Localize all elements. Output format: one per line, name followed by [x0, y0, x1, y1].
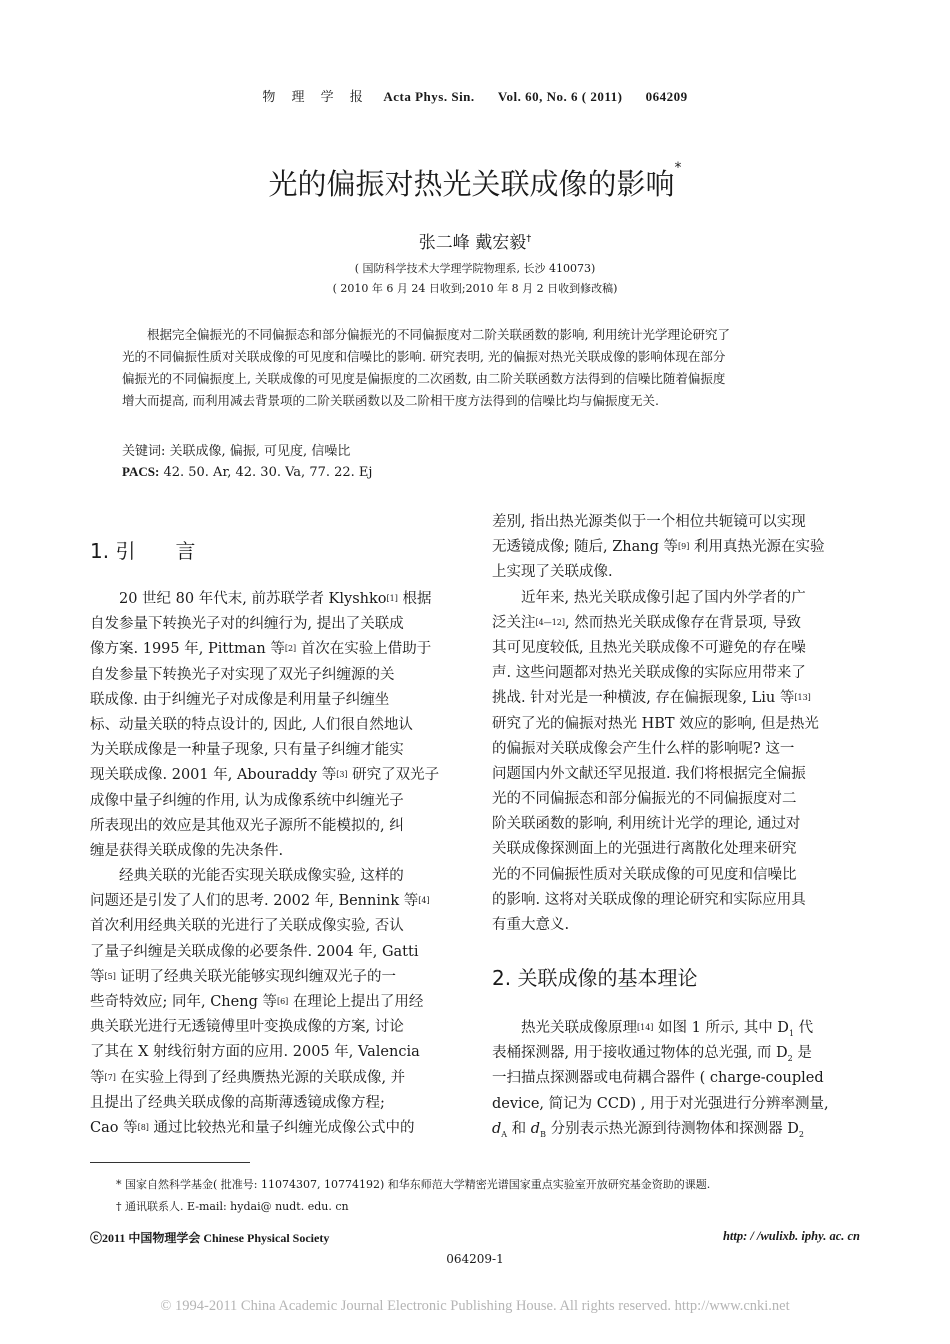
text-line: 所表现出的效应是其他双光子源所不能模拟的, 纠: [90, 817, 404, 834]
text-line: 典关联光进行无透镜傅里叶变换成像的方案, 讨论: [90, 1019, 404, 1036]
citation: [7]: [104, 1072, 116, 1082]
journal-name-en: Acta Phys. Sin.: [383, 89, 475, 104]
text-line: 标、动量关联的特点设计的, 因此, 人们很自然地认: [90, 716, 413, 733]
title-footnote-mark: *: [674, 160, 682, 176]
abstract: [122, 324, 832, 412]
text-line: 自发参量下转换光子对的纠缠行为, 提出了关联成: [90, 616, 404, 633]
cnki-watermark: © 1994-2011 China Academic Journal Electronic Publishing House. All rights reserved. http://www.cnki.net: [160, 1298, 790, 1314]
affiliation: ( 国防科学技术大学理学院物理系, 长沙 410073): [354, 262, 596, 275]
citation: [4—12]: [535, 617, 566, 627]
citation: [9]: [678, 542, 690, 552]
text-line: 20 世纪 80 年代末, 前苏联学者 Klyshko[1] 根据: [90, 591, 432, 607]
citation: [14]: [637, 1023, 654, 1032]
abstract-line: 增大而提高, 而利用减去背景项的二阶关联函数以及二阶相干度方法得到的信噪比均与偏振度无关.: [122, 393, 659, 408]
pacs-codes: PACS: 42. 50. Ar, 42. 30. Va, 77. 22. Ej: [122, 464, 373, 480]
authors: 张二峰 戴宏毅†: [418, 233, 532, 253]
journal-name-cn: 物 理 学 报: [262, 90, 369, 105]
text-line: 成像中量子纠缠的作用, 认为成像系统中纠缠光子: [90, 792, 404, 809]
section-2-heading: 2. 关联成像的基本理论: [492, 966, 698, 990]
abstract-line: 光的不同偏振性质对关联成像的可见度和信噪比的影响. 研究表明, 光的偏振对热光关联成像的影响体现在部分: [122, 349, 726, 364]
text-line: 首次利用经典关联的光进行了关联成像实验, 否认: [90, 918, 404, 935]
abstract-line: 偏振光的不同偏振度上, 关联成像的可见度是偏振度的二次函数, 由二阶关联函数方法得到的信噪比随着偏振度: [122, 371, 726, 386]
text-line: 近年来, 热光关联成像引起了国内外学者的广: [492, 589, 806, 606]
text-line: 关联成像探测面上的光强进行离散化处理来研究: [492, 841, 797, 858]
footnote-funding: * 国家自然科学基金( 批准号: 11074307, 10774192) 和华东师范大学精密光谱国家重点实验室开放研究基金资助的课题.: [116, 1178, 711, 1191]
citation: [2]: [284, 644, 297, 654]
text-line: 光的不同偏振态和部分偏振光的不同偏振度对二: [492, 791, 797, 808]
text-line: 热光关联成像原理[14] 如图 1 所示, 其中 $D_1$ 代: [492, 1020, 814, 1038]
citation: [6]: [276, 997, 289, 1006]
text-line: 光的不同偏振性质对关联成像的可见度和信噪比: [492, 866, 797, 883]
text-line: 阶关联函数的影响, 利用统计光学的理论, 通过对: [492, 816, 801, 833]
text-line: 挑战. 针对光是一种横波, 存在偏振现象, Liu 等[13]: [492, 690, 811, 707]
running-header: [0, 86, 950, 105]
keywords: 关键词: 关联成像, 偏振, 可见度, 信噪比: [122, 444, 351, 459]
text-line: 等[7] 在实验上得到了经典赝热光源的关联成像, 并: [90, 1069, 406, 1086]
footnote-contact: † 通讯联系人. E-mail: hydai@ nudt. edu. cn: [116, 1200, 349, 1213]
text-line: 一扫描点探测器或电荷耦合器件 ( charge-coupled: [492, 1070, 824, 1087]
text-line: 等[5] 证明了经典关联光能够实现纠缠双光子的一: [90, 968, 396, 985]
text-line: 经典关联的光能否实现关联成像实验, 这样的: [90, 868, 404, 885]
citation: [3]: [336, 770, 348, 780]
text-line: 为关联成像是一种量子现象, 只有量子纠缠才能实: [90, 742, 404, 759]
received-dates: ( 2010 年 6 月 24 日收到;2010 年 8 月 2 日收到修改稿): [332, 282, 618, 295]
page-number: 064209-1: [446, 1252, 504, 1266]
left-column: [90, 587, 460, 1141]
text-line: 无透镜成像; 随后, Zhang 等[9] 利用真热光源在实验: [492, 539, 825, 556]
text-line: 其可见度较低, 且热光关联成像不可避免的存在噪: [492, 639, 806, 656]
text-line: 且提出了经典关联成像的高斯薄透镜成像方程;: [90, 1094, 385, 1111]
text-line: 联成像. 由于纠缠光子对成像是利用量子纠缠坐: [90, 691, 390, 708]
text-line: 上实现了关联成像.: [492, 564, 613, 581]
text-line: 像方案. 1995 年, Pittman 等[2] 首次在实验上借助于: [90, 641, 432, 658]
volume-info: Vol. 60, No. 6 ( 2011): [497, 89, 623, 104]
text-line: 声. 这些问题都对热光关联成像的实际应用带来了: [492, 665, 806, 682]
text-line: 缠是获得关联成像的先决条件.: [90, 842, 284, 859]
citation: [4]: [418, 896, 430, 906]
right-column-bottom: [492, 1016, 862, 1142]
text-line: 有重大意义.: [492, 917, 570, 933]
text-line: 表桶探测器, 用于接收通过物体的总光强, 而 $D_2$ 是: [492, 1045, 812, 1064]
corresponding-author-mark: †: [526, 233, 532, 245]
article-number: 064209: [645, 89, 688, 104]
citation: [5]: [104, 971, 116, 981]
citation: [8]: [137, 1122, 149, 1132]
text-line: 的偏振对关联成像会产生什么样的影响呢? 这一: [492, 740, 795, 757]
text-line: 的影响. 这将对关联成像的理论研究和实际应用具: [492, 891, 806, 908]
text-line: 问题还是引发了人们的思考. 2002 年, Bennink 等[4]: [90, 893, 430, 910]
copyright: ⓒ2011 中国物理学会 Chinese Physical Society: [90, 1231, 330, 1245]
text-line: $d_A$ 和 $d_B$ 分别表示热光源到待测物体和探测器 $D_2$: [492, 1120, 804, 1139]
text-line: 研究了光的偏振对热光 HBT 效应的影响, 但是热光: [492, 715, 819, 732]
text-line: 现关联成像. 2001 年, Abouraddy 等[3] 研究了双光子: [90, 767, 440, 784]
citation: [13]: [794, 693, 811, 703]
text-line: 泛关注[4—12], 然而热光关联成像存在背景项, 导致: [492, 614, 801, 631]
right-column-top: [492, 510, 862, 938]
journal-website[interactable]: http: / /wulixb. iphy. ac. cn: [722, 1229, 860, 1243]
citation: [1]: [386, 594, 398, 603]
text-line: Cao 等[8] 通过比较热光和量子纠缠光成像公式中的: [90, 1119, 415, 1136]
text-line: 问题国内外文献还罕见报道. 我们将根据完全偏振: [492, 765, 806, 782]
abstract-line: 根据完全偏振光的不同偏振态和部分偏振光的不同偏振度对二阶关联函数的影响, 利用统计光学理论研究了: [122, 327, 730, 342]
footnote-rule: [90, 1162, 250, 1163]
text-line: 了量子纠缠是关联成像的必要条件. 2004 年, Gatti: [90, 943, 419, 960]
text-line: 了其在 X 射线衍射方面的应用. 2005 年, Valencia: [90, 1044, 420, 1061]
text-line: 自发参量下转换光子对实现了双光子纠缠源的关: [90, 666, 395, 683]
text-line: 差别, 指出热光源类似于一个相位共轭镜可以实现: [492, 514, 806, 530]
section-1-heading: 1. 引 言: [90, 539, 196, 563]
paper-title: 光的偏振对热光关联成像的影响*: [268, 160, 682, 201]
text-line: device, 简记为 CCD) , 用于对光强进行分辨率测量,: [492, 1095, 829, 1112]
text-line: 些奇特效应; 同年, Cheng 等[6] 在理论上提出了用经: [90, 994, 424, 1010]
